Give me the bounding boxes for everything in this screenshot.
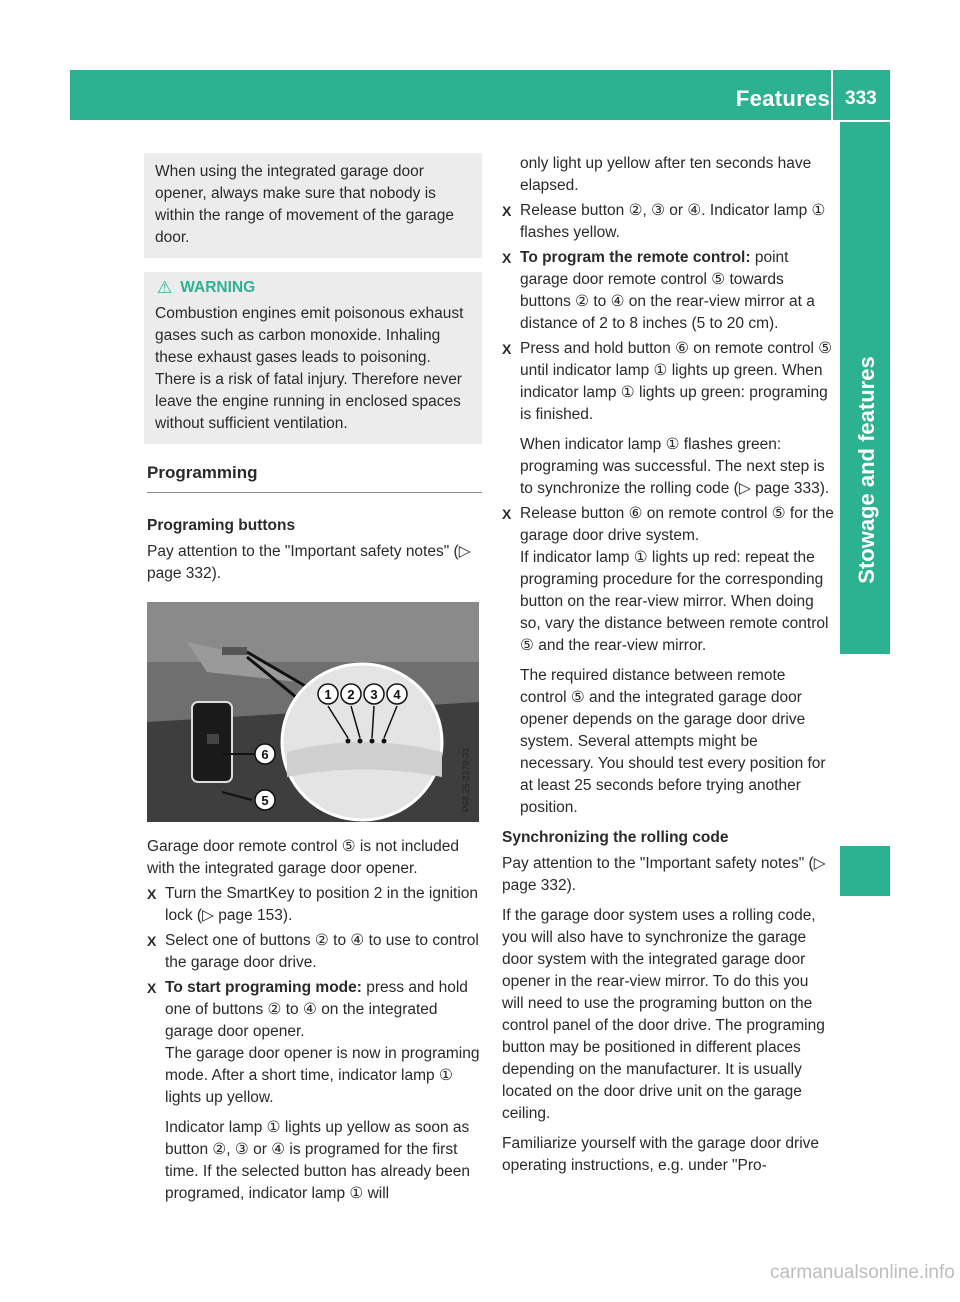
step-item <box>147 977 482 1043</box>
step-bold: To program the remote control: <box>520 249 751 266</box>
intro-text: Pay attention to the "Important safety notes" (▷ page 332). <box>147 543 471 582</box>
step-text: point garage door remote control ⑤ towards buttons ② to ④ on the rear-view mirror at a distance of 2 to 8 inches (5 to 20 cm). <box>520 249 815 332</box>
page-number: 333 <box>845 88 877 109</box>
image-caption: Garage door remote control ⑤ is not included with the integrated garage door opener. <box>147 838 460 877</box>
step-text: Release button ⑥ on remote control ⑤ for the garage door drive system. <box>520 505 834 544</box>
continuation-text: Indicator lamp ① lights up yellow as soon as button ②, ③ or ④ is programed for the first time. If the selected button has already been programed, indicator lamp ① will <box>165 1119 471 1202</box>
note-text: When using the integrated garage door opener, always make sure that nobody is within the range of movement of the garage door. <box>155 163 454 246</box>
intro-text: Pay attention to the "Important safety notes" (▷ page 332). <box>502 855 826 894</box>
continuation-text: When indicator lamp ① flashes green: programing was successful. The next step is to synchronize the rolling code (▷ page 333). <box>520 436 830 497</box>
label-6: 6 <box>261 747 269 762</box>
warning-header <box>155 277 471 299</box>
right-column <box>502 153 834 1177</box>
body-paragraph: If the garage door system uses a rolling code, you will also have to synchronize the garage door system with the integrated garage door opener in the rear-view mirror. To do this you will need to use the programing button on the control panel of the door drive. The programing button may be positioned in different places depending on the manufacturer. It is usually located on the door drive unit on the garage ceiling. <box>502 907 825 1122</box>
step-item <box>502 503 834 547</box>
step-text: Press and hold button ⑥ on remote control ⑤ until indicator lamp ① lights up green. When indicator lamp ① lights up green: programing is finished. <box>520 340 833 423</box>
step-text: press and hold one of buttons ② to ④ on the integrated garage door opener. <box>165 979 468 1040</box>
step-marker: X <box>502 341 512 357</box>
warning-box <box>144 272 482 444</box>
left-column <box>147 153 482 1205</box>
step-marker: X <box>502 203 512 219</box>
continuation-text: The required distance between remote control ⑤ and the integrated garage door opener depends on the garage door drive system. Several attempts might be necessary. You should test every position for at least 25 seconds before trying another position. <box>520 667 826 816</box>
warning-text: Combustion engines emit poisonous exhaust gases such as carbon monoxide. Inhaling these exhaust gases leads to poisoning. There is a risk of fatal injury. Therefore never leave the engine running in enclosed spaces without sufficient ventilation. <box>155 305 464 432</box>
step-marker: X <box>502 506 512 522</box>
step-item <box>502 247 834 335</box>
side-tab-label: Stowage and features <box>854 356 879 584</box>
header-section-title: Features <box>735 86 830 111</box>
mirror-photo <box>147 602 479 822</box>
side-marker <box>840 846 890 896</box>
step-marker: X <box>147 933 157 949</box>
label-1: 1 <box>324 687 332 702</box>
warning-triangle-icon: ⚠ <box>157 278 173 297</box>
label-4: 4 <box>393 687 401 702</box>
step-marker: X <box>147 886 157 902</box>
section-title: Programming <box>147 462 482 493</box>
header-divider <box>831 70 833 120</box>
step-item <box>147 930 482 974</box>
continuation-text: The garage door opener is now in programing mode. After a short time, indicator lamp ① lights up yellow. <box>165 1045 480 1106</box>
step-marker: X <box>502 250 512 266</box>
label-3: 3 <box>370 687 378 702</box>
step-text: Release button ②, ③ or ④. Indicator lamp ① flashes yellow. <box>520 202 826 241</box>
image-code: P68.25-2279-31 <box>461 747 471 812</box>
continuation-text: only light up yellow after ten seconds have elapsed. <box>520 155 812 194</box>
step-bold: To start programing mode: <box>165 979 362 996</box>
label-2: 2 <box>347 687 355 702</box>
step-item <box>502 338 834 426</box>
note-box <box>144 153 482 258</box>
step-body <box>165 977 482 1043</box>
step-item <box>147 883 482 927</box>
watermark: carmanualsonline.info <box>770 1262 955 1283</box>
body-paragraph: Familiarize yourself with the garage door drive operating instructions, e.g. under "Pro- <box>502 1135 820 1174</box>
continuation-text: If indicator lamp ① lights up red: repeat the programing procedure for the corresponding button on the rear-view mirror. When doing so, vary the distance between remote control ⑤ and the rear-view mirror. <box>520 549 829 654</box>
subsection-title: Synchronizing the rolling code <box>502 829 729 846</box>
subsection-title: Programing buttons <box>147 517 296 534</box>
step-text: Turn the SmartKey to position 2 in the ignition lock (▷ page 153). <box>165 885 479 924</box>
step-text: Select one of buttons ② to ④ to use to control the garage door drive. <box>165 932 479 971</box>
step-item <box>502 200 834 244</box>
step-body <box>520 247 834 335</box>
warning-title: WARNING <box>180 279 256 296</box>
label-5: 5 <box>261 793 269 808</box>
mirror-illustration <box>147 602 479 822</box>
step-marker: X <box>147 980 157 996</box>
